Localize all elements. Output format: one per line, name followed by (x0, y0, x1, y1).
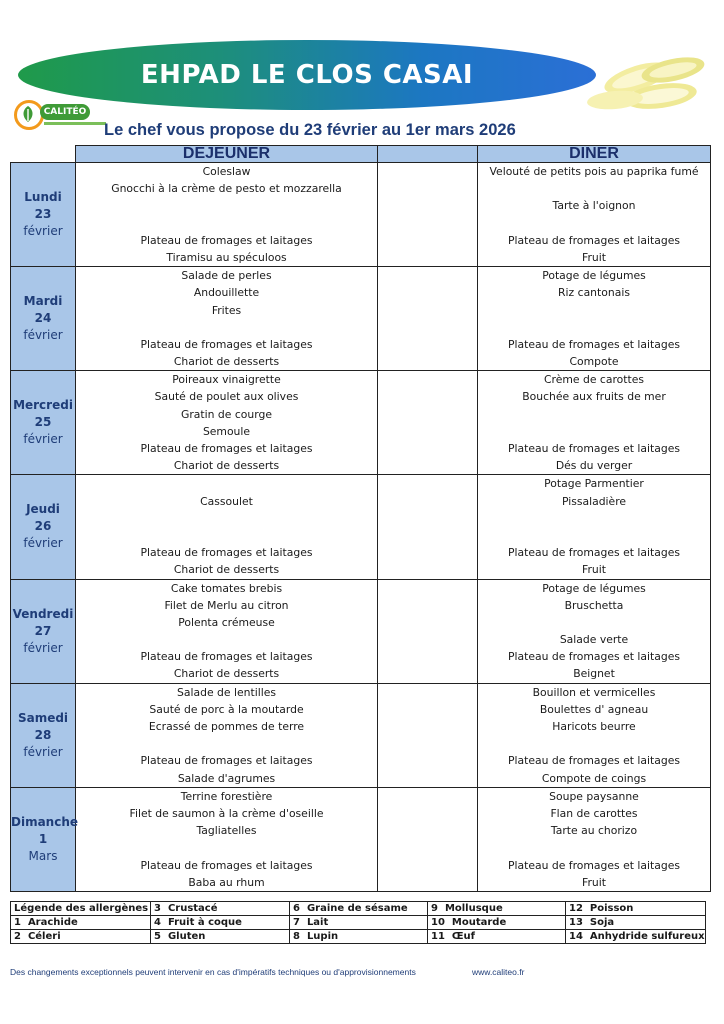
day-name: Vendredi (12, 606, 74, 621)
dinner-dish: Tarte au chorizo (550, 824, 638, 838)
dinner-dish: Compote (569, 355, 619, 369)
legend-item: 3 Crustacé (151, 902, 290, 916)
day-name: Lundi (24, 190, 62, 205)
day-row (11, 267, 711, 371)
lunch-dish: Salade de perles (181, 269, 272, 283)
dinner-dish: Pissaladière (561, 494, 627, 508)
dinner-dish: Crème de carottes (544, 373, 644, 387)
day-num: 26 (34, 519, 52, 534)
day-row (11, 787, 711, 891)
dinner-dish: Bouillon et vermicelles (532, 685, 656, 699)
legend-item: 5 Gluten (151, 930, 290, 944)
dinner-cell (478, 787, 711, 891)
page-title: EHPAD LE CLOS CASAI (140, 60, 474, 90)
day-num: 24 (34, 311, 52, 326)
gap-cell (378, 475, 478, 579)
gap-cell (378, 163, 478, 267)
day-month: février (23, 224, 63, 239)
gap-cell (378, 267, 478, 371)
lunch-dish: Chariot de desserts (173, 459, 280, 473)
dinner-dish (478, 319, 710, 336)
dinner-dish (478, 215, 710, 232)
dinner-dish: Fruit (582, 875, 606, 889)
day-label (11, 371, 76, 475)
dinner-dish: Plateau de fromages et laitages (507, 858, 680, 872)
dinner-dish (478, 423, 710, 440)
lunch-dish: Coleslaw (202, 165, 251, 178)
lunch-dish (76, 839, 377, 856)
lunch-dish: Plateau de fromages et laitages (140, 754, 313, 768)
dinner-cell (478, 267, 711, 371)
dinner-dish: Riz cantonais (558, 286, 630, 300)
lunch-dish: Gratin de courge (181, 407, 272, 421)
dinner-dish: Plateau de fromages et laitages (507, 337, 680, 351)
day-label (11, 475, 76, 579)
lunch-dish (76, 215, 377, 232)
dinner-cell (478, 683, 711, 787)
lunch-cell (76, 579, 378, 683)
header-gap (378, 146, 478, 163)
dinner-dish: Plateau de fromages et laitages (507, 546, 680, 560)
lunch-dish: Polenta crémeuse (178, 615, 275, 629)
legend-item: 9 Mollusque (428, 902, 566, 916)
lunch-cell (76, 267, 378, 371)
day-month: Mars (28, 848, 58, 863)
lunch-dish: Plateau de fromages et laitages (140, 546, 313, 560)
dinner-dish: Boulettes d' agneau (539, 702, 649, 716)
day-name: Samedi (17, 710, 69, 725)
day-label (11, 163, 76, 267)
dinner-dish: Compote de coings (541, 771, 647, 785)
lunch-dish: Chariot de desserts (173, 355, 280, 369)
lunch-cell (76, 163, 378, 267)
lunch-dish: Sauté de porc à la moutarde (149, 702, 304, 716)
legend-item: 11 Œuf (428, 930, 566, 944)
day-row (11, 163, 711, 267)
lunch-dish: Plateau de fromages et laitages (140, 337, 313, 351)
dinner-dish: Plateau de fromages et laitages (507, 754, 680, 768)
legend-item: 13 Soja (566, 916, 706, 930)
lunch-dish: Plateau de fromages et laitages (140, 233, 313, 247)
lunch-dish: Chariot de desserts (173, 563, 280, 577)
lunch-dish (76, 735, 377, 752)
gap-cell (378, 787, 478, 891)
dinner-dish: Potage de légumes (542, 581, 646, 595)
lunch-cell (76, 475, 378, 579)
lunch-dish (76, 631, 377, 648)
dinner-dish: Dés du verger (555, 459, 633, 473)
legend-title: Légende des allergènes (11, 902, 151, 916)
day-month: février (23, 432, 63, 447)
dinner-dish: Beignet (573, 667, 615, 681)
dinner-dish: Potage de légumes (542, 269, 646, 283)
legend-item: 2 Céleri (11, 930, 151, 944)
day-row (11, 475, 711, 579)
lunch-dish: Sauté de poulet aux olives (154, 390, 299, 404)
legend-item: 7 Lait (290, 916, 428, 930)
footer-note: Des changements exceptionnels peuvent intervenir en cas d'impératifs techniques ou d'approvisionnements (10, 967, 416, 977)
lunch-dish: Plateau de fromages et laitages (140, 442, 313, 455)
dinner-dish: Haricots beurre (552, 720, 636, 733)
dinner-dish (478, 614, 710, 631)
dinner-dish (478, 406, 710, 423)
lunch-dish: Plateau de fromages et laitages (140, 858, 313, 872)
dinner-dish: Fruit (582, 563, 606, 577)
dinner-dish: Plateau de fromages et laitages (507, 233, 680, 247)
lunch-dish: Tagliatelles (196, 824, 257, 838)
gap-cell (378, 371, 478, 475)
caliteo-logo (14, 98, 104, 132)
lunch-dish (76, 319, 377, 336)
logo-text: CALITÉO (40, 104, 90, 120)
day-month: février (23, 536, 63, 551)
day-row (11, 683, 711, 787)
lunch-cell (76, 787, 378, 891)
lunch-cell (76, 371, 378, 475)
website-link[interactable]: www.caliteo.fr (472, 967, 525, 977)
lunch-dish: Cassoulet (200, 494, 253, 508)
lunch-dish: Plateau de fromages et laitages (140, 650, 313, 664)
lunch-dish: Andouillette (193, 286, 260, 300)
lunch-dish: Ecrassé de pommes de terre (148, 720, 305, 733)
day-name: Dimanche (11, 814, 79, 829)
lunch-dish: Frites (211, 303, 242, 317)
legend-item: 1 Arachide (11, 916, 151, 930)
dinner-cell (478, 475, 711, 579)
lunch-dish (76, 197, 377, 214)
lunch-dish (76, 510, 377, 527)
gap-cell (378, 579, 478, 683)
dinner-header: DINER (478, 146, 711, 163)
day-month: février (23, 328, 63, 343)
gap-cell (378, 683, 478, 787)
dinner-cell (478, 371, 711, 475)
legend-item: 4 Fruit à coque (151, 916, 290, 930)
allergen-legend (10, 901, 706, 944)
legend-item: 10 Moutarde (428, 916, 566, 930)
lunch-dish: Terrine forestière (180, 789, 273, 803)
day-row (11, 371, 711, 475)
dinner-dish: Bruschetta (564, 598, 624, 612)
day-row (11, 579, 711, 683)
lunch-dish: Tiramisu au spéculoos (166, 250, 287, 264)
dinner-cell (478, 163, 711, 267)
day-name: Mercredi (13, 398, 73, 413)
legend-item: 6 Graine de sésame (290, 902, 428, 916)
dinner-dish: Bouchée aux fruits de mer (522, 390, 666, 404)
lunch-dish: Salade de lentilles (177, 685, 276, 699)
day-num: 1 (38, 831, 48, 846)
dinner-dish (478, 510, 710, 527)
day-num: 23 (34, 207, 52, 222)
legend-item: 12 Poisson (566, 902, 706, 916)
day-num: 25 (34, 415, 52, 430)
endive-image (575, 38, 715, 118)
dinner-dish (478, 735, 710, 752)
day-month: février (23, 744, 63, 759)
lunch-cell (76, 683, 378, 787)
day-label (11, 683, 76, 787)
lunch-dish: Filet de saumon à la crème d'oseille (129, 806, 324, 820)
day-name: Jeudi (26, 502, 60, 517)
lunch-dish: Gnocchi à la crème de pesto et mozzarella (111, 182, 342, 196)
dinner-dish: Salade verte (559, 633, 629, 647)
dinner-dish: Potage Parmentier (544, 477, 644, 491)
lunch-dish: Cake tomates brebis (170, 581, 283, 595)
lunch-dish: Semoule (202, 424, 251, 438)
dinner-dish: Velouté de petits pois au paprika fumé (489, 165, 699, 178)
lunch-header: DEJEUNER (76, 146, 378, 163)
dinner-cell (478, 579, 711, 683)
day-num: 28 (34, 727, 52, 742)
lunch-dish (76, 475, 377, 492)
dinner-dish: Soupe paysanne (549, 789, 639, 803)
dinner-dish (478, 180, 710, 197)
weekly-menu-table (10, 145, 711, 892)
day-num: 27 (34, 623, 52, 638)
dinner-dish: Flan de carottes (550, 806, 638, 820)
lunch-dish: Chariot de desserts (173, 667, 280, 681)
dinner-dish: Tarte à l'oignon (552, 199, 636, 213)
lunch-dish: Filet de Merlu au citron (164, 598, 289, 612)
legend-item: 14 Anhydride sulfureux (566, 930, 706, 944)
day-name: Mardi (23, 294, 63, 309)
dinner-dish (478, 839, 710, 856)
lunch-dish: Salade d'agrumes (177, 771, 276, 785)
lunch-dish: Baba au rhum (188, 875, 265, 889)
day-month: février (23, 640, 63, 655)
lunch-dish (76, 527, 377, 544)
dinner-dish: Fruit (582, 250, 606, 264)
day-label (11, 267, 76, 371)
legend-item: 8 Lupin (290, 930, 428, 944)
menu-subtitle: Le chef vous propose du 23 février au 1er mars 2026 (104, 121, 516, 139)
dinner-dish (478, 527, 710, 544)
dinner-dish: Plateau de fromages et laitages (507, 650, 680, 664)
dinner-dish (478, 302, 710, 319)
day-label (11, 579, 76, 683)
dinner-dish: Plateau de fromages et laitages (507, 442, 680, 455)
lunch-dish: Poireaux vinaigrette (172, 373, 281, 387)
day-label (11, 787, 79, 891)
